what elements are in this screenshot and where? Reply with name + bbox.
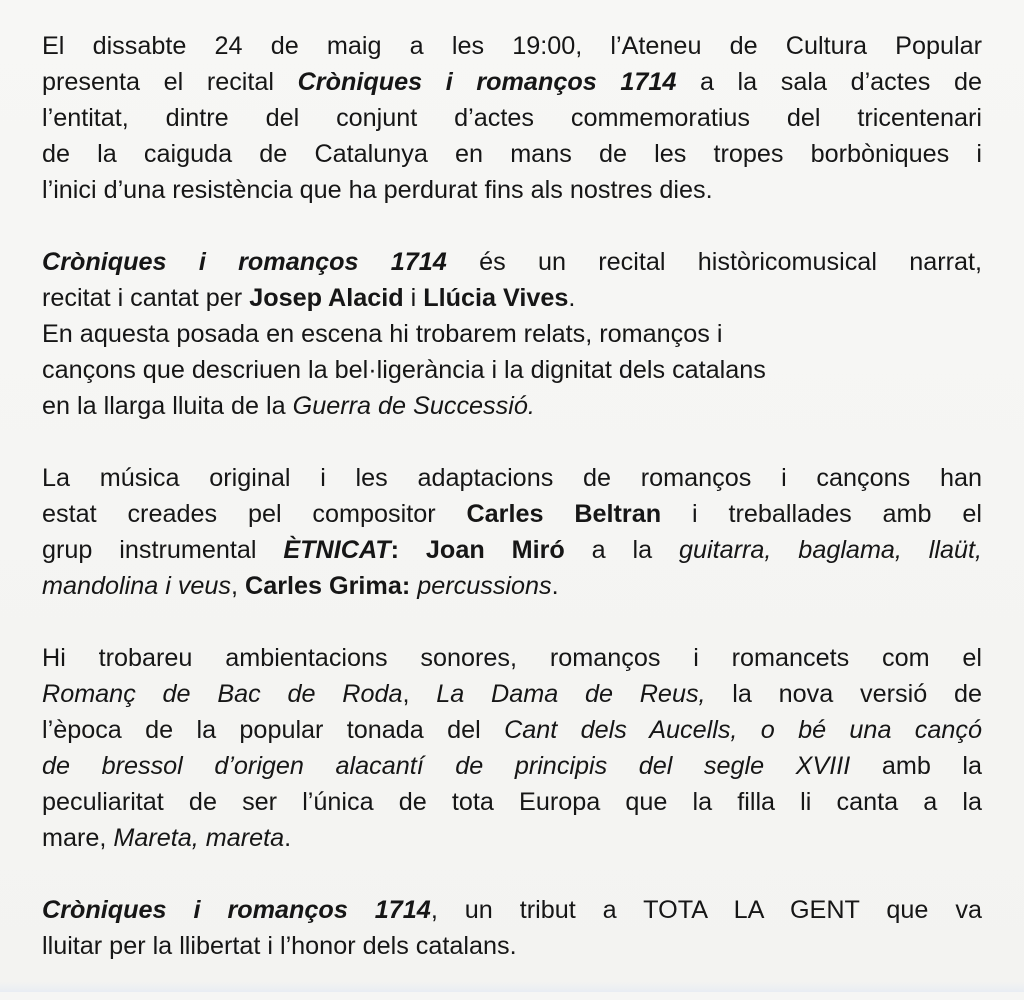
text-line: [42, 280, 982, 316]
text-run: recitat i cantat per: [42, 284, 250, 312]
paragraph-1: [42, 28, 982, 208]
performer-name: Llúcia Vives: [423, 284, 569, 312]
text-line: [42, 712, 982, 748]
text-run: mare,: [42, 824, 114, 852]
text-line: [42, 352, 982, 388]
paragraph-2: [42, 244, 982, 424]
paragraph-3: [42, 460, 982, 604]
text-run: a la sala d’actes de: [676, 68, 982, 96]
text-line: [42, 28, 982, 64]
text-run: i: [403, 284, 424, 312]
performer-name: Carles Grima:: [245, 572, 411, 600]
recital-title: Cròniques i romanços 1714: [297, 68, 677, 96]
document-body: [42, 28, 982, 1000]
text-line: [42, 172, 982, 208]
text-run: ,: [402, 680, 437, 708]
text-run: lluitar per la llibertat i l’honor dels catalans.: [42, 932, 517, 960]
text-line: [42, 496, 982, 532]
text-line: [42, 568, 982, 604]
text-run: .: [551, 572, 559, 600]
text-run: peculiaritat de ser l’única de tota Europa que la filla li canta a la: [42, 788, 982, 816]
text-line: [42, 892, 982, 928]
text-run: La música original i les adaptacions de romanços i cançons han: [42, 464, 982, 492]
group-name: ÈTNICAT: [283, 536, 391, 564]
text-run: .: [284, 824, 292, 852]
text-line: [42, 532, 982, 568]
text-run: Hi trobareu ambientacions sonores, romanços i romancets com el: [42, 644, 982, 672]
text-run: de la caiguda de Catalunya en mans de les tropes borbòniques i: [42, 140, 982, 168]
text-run: presenta el recital: [42, 68, 298, 96]
text-run-italic: de bressol d’origen alacantí de principis del segle XVIII: [42, 752, 851, 780]
text-line: [42, 244, 982, 280]
text-run: la nova versió de: [705, 680, 983, 708]
text-run: és un recital històricomusical narrat,: [446, 248, 982, 276]
text-run: grup instrumental: [42, 536, 284, 564]
text-run: l’inici d’una resistència que ha perdurat fins als nostres dies.: [42, 176, 713, 204]
text-run-italic: La Dama de Reus,: [436, 680, 706, 708]
text-run: en la llarga lluita de la: [42, 392, 293, 420]
text-line: [42, 460, 982, 496]
paragraph-5: [42, 892, 982, 964]
text-line: [42, 784, 982, 820]
text-run-italic: Guerra de Successió.: [292, 392, 535, 420]
recital-title: Cròniques i romanços 1714: [42, 248, 447, 276]
performer-name: Josep Alacid: [249, 284, 404, 312]
text-line: [42, 100, 982, 136]
text-run: El dissabte 24 de maig a les 19:00, l’Ateneu de Cultura Popular: [42, 32, 982, 60]
text-run-italic: Mareta, mareta: [113, 824, 285, 852]
text-line: [42, 64, 982, 100]
text-line: [42, 316, 982, 352]
text-run-italic: percussions: [417, 572, 552, 600]
text-line: [42, 676, 982, 712]
text-line: [42, 640, 982, 676]
text-run: estat creades pel compositor: [42, 500, 467, 528]
paragraph-4: [42, 640, 982, 856]
text-line: [42, 388, 982, 424]
text-run: l’entitat, dintre del conjunt d’actes commemoratius del tricentenari: [42, 104, 982, 132]
text-run: , un tribut a TOTA LA GENT que va: [430, 896, 982, 924]
text-run-italic: Cant dels Aucells, o bé una cançó: [504, 716, 982, 744]
text-run: .: [568, 284, 576, 312]
text-run: amb la: [850, 752, 982, 780]
text-line: [42, 748, 982, 784]
recital-title: Cròniques i romanços 1714: [42, 896, 431, 924]
text-run-italic: Romanç de Bac de Roda: [42, 680, 403, 708]
text-line: [42, 136, 982, 172]
text-run: a la: [564, 536, 680, 564]
text-run: i treballades amb el: [661, 500, 982, 528]
text-line: [42, 820, 982, 856]
text-run-italic: mandolina i veus: [42, 572, 232, 600]
text-run: En aquesta posada en escena hi trobarem relats, romanços i: [42, 320, 723, 348]
composer-name: Carles Beltran: [466, 500, 662, 528]
text-run-italic: guitarra, baglama, llaüt,: [679, 536, 983, 564]
scan-edge: [0, 982, 1024, 992]
text-line: [42, 928, 982, 964]
text-run: ,: [231, 572, 246, 600]
text-run: cançons que descriuen la bel·ligerància i la dignitat dels catalans: [42, 356, 766, 384]
text-run: l’època de la popular tonada del: [42, 716, 505, 744]
performer-name: : Joan Miró: [390, 536, 565, 564]
